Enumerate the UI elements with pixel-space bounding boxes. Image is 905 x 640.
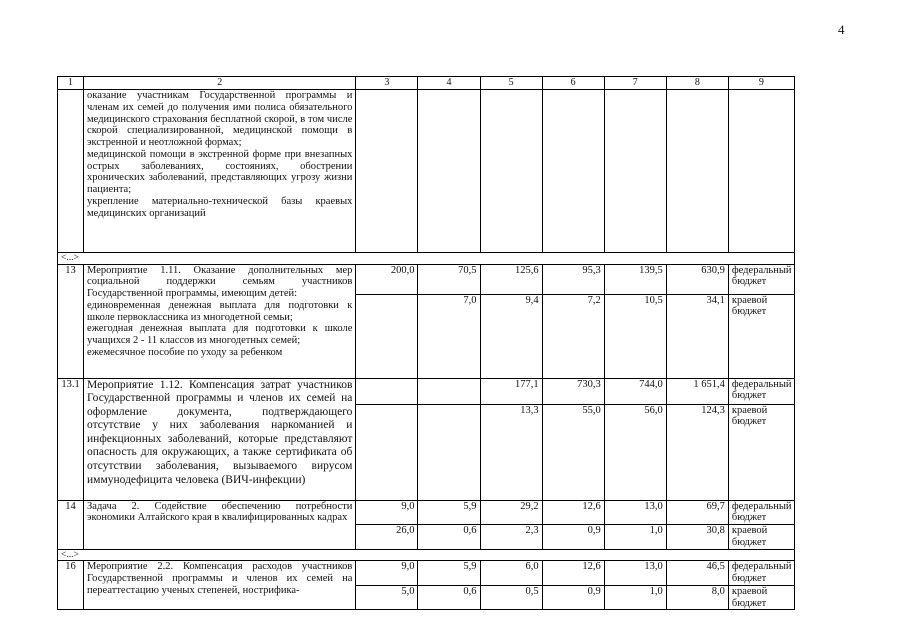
- value-cell: 8,0: [666, 585, 728, 610]
- value-cell: [418, 378, 480, 404]
- value-cell: 46,5: [666, 561, 728, 586]
- value-cell: [418, 404, 480, 500]
- ellipsis-mark: <...>: [58, 549, 795, 561]
- value-cell: 9,0: [356, 500, 418, 525]
- value-cell: 139,5: [604, 264, 666, 294]
- value-cell: 1 651,4: [666, 378, 728, 404]
- value-cell: 5,9: [418, 561, 480, 586]
- value-cell: 7,0: [418, 294, 480, 378]
- value-cell: 12,6: [542, 561, 604, 586]
- header-cell: 2: [84, 77, 356, 90]
- row-description: [84, 561, 356, 610]
- text-line: оказание участникам Государственной программы и членам их семей до получения ими полиса обязательного медицинского страхования бесплатной скорой, в том числе скорой специализированной, медицинской помощи в экстренной и неотложной формах;: [87, 90, 353, 148]
- value-cell: 13,0: [604, 561, 666, 586]
- funding-source: краевой бюджет: [728, 525, 794, 550]
- value-cell: 55,0: [542, 404, 604, 500]
- page-number: 4: [838, 22, 845, 37]
- value-cell: 12,6: [542, 500, 604, 525]
- value-cell: 9,0: [356, 561, 418, 586]
- table-row: [58, 561, 795, 586]
- funding-source: федеральный бюджет: [728, 264, 794, 294]
- header-cell: 6: [542, 77, 604, 90]
- row-number: 16: [58, 561, 84, 610]
- funding-source: краевой бюджет: [728, 585, 794, 610]
- value-cell: 7,2: [542, 294, 604, 378]
- value-cell: 0,6: [418, 525, 480, 550]
- value-cell: 730,3: [542, 378, 604, 404]
- value-cell: 30,8: [666, 525, 728, 550]
- value-cell: 56,0: [604, 404, 666, 500]
- ellipsis-row: [58, 549, 795, 561]
- funding-source: краевой бюджет: [728, 294, 794, 378]
- value-cell: 0,9: [542, 525, 604, 550]
- value-cell: 125,6: [480, 264, 542, 294]
- text-line: Мероприятие 2.2. Компенсация расходов участников Государственной программы и членов их семей на переаттестацию ученых степеней, нострифика-: [87, 561, 353, 596]
- funding-source: федеральный бюджет: [728, 378, 794, 404]
- value-cell: 5,9: [418, 500, 480, 525]
- value-cell: 2,3: [480, 525, 542, 550]
- value-cell: 29,2: [480, 500, 542, 525]
- value-cell: [356, 378, 418, 404]
- value-cell: 0,6: [418, 585, 480, 610]
- value-cell: 744,0: [604, 378, 666, 404]
- row-description: [84, 500, 356, 549]
- program-table: [57, 76, 795, 610]
- value-cell: 69,7: [666, 500, 728, 525]
- value-cell: 34,1: [666, 294, 728, 378]
- value-cell: 1,0: [604, 525, 666, 550]
- value-cell: 13,0: [604, 500, 666, 525]
- value-cell: [356, 294, 418, 378]
- value-cell: 200,0: [356, 264, 418, 294]
- text-line: укрепление материально-технической базы краевых медицинских организаций: [87, 195, 353, 219]
- value-cell: 630,9: [666, 264, 728, 294]
- value-cell: 0,5: [480, 585, 542, 610]
- row-description: [84, 378, 356, 500]
- header-cell: 9: [728, 77, 794, 90]
- text-line: Задача 2. Содействие обеспечению потребности экономики Алтайского края в квалифицированных кадрах: [87, 500, 353, 524]
- header-cell: 7: [604, 77, 666, 90]
- continuation-row: [58, 90, 795, 253]
- value-cell: [356, 404, 418, 500]
- ellipsis-row: [58, 253, 795, 265]
- header-cell: 1: [58, 77, 84, 90]
- value-cell: 6,0: [480, 561, 542, 586]
- value-cell: 1,0: [604, 585, 666, 610]
- funding-source: федеральный бюджет: [728, 500, 794, 525]
- value-cell: 9,4: [480, 294, 542, 378]
- value-cell: 10,5: [604, 294, 666, 378]
- header-cell: 8: [666, 77, 728, 90]
- row-description: [84, 264, 356, 378]
- value-cell: 177,1: [480, 378, 542, 404]
- header-cell: 5: [480, 77, 542, 90]
- funding-source: краевой бюджет: [728, 404, 794, 500]
- text-line: Мероприятие 1.12. Компенсация затрат участников Государственной программы и членов их семей на оформление документа, подтверждающего отсутствие у них заболевания наркоманией и инфекционных заболеваний, которые представляют опасность для окружающих, а также сертификата об отсутствии заболевания, вызываемого вирусом иммунодефицита человека (ВИЧ-инфекции): [87, 378, 353, 486]
- value-cell: 70,5: [418, 264, 480, 294]
- value-cell: 95,3: [542, 264, 604, 294]
- value-cell: 13,3: [480, 404, 542, 500]
- ellipsis-mark: <...>: [58, 253, 795, 265]
- text-line: ежегодная денежная выплата для подготовки к школе учащихся 2 - 11 классов из многодетных семей;: [87, 323, 353, 347]
- row-number: 13.1: [58, 378, 84, 500]
- value-cell: 26,0: [356, 525, 418, 550]
- row-number: 14: [58, 500, 84, 549]
- continuation-text: [84, 90, 356, 253]
- funding-source: федеральный бюджет: [728, 561, 794, 586]
- table-row: [58, 378, 795, 404]
- text-line: ежемесячное пособие по уходу за ребенком: [87, 346, 283, 358]
- value-cell: 0,9: [542, 585, 604, 610]
- row-number: 13: [58, 264, 84, 378]
- text-line: Мероприятие 1.11. Оказание дополнительных мер социальной поддержки семьям участников Государственной программы, имеющим детей:: [87, 264, 353, 300]
- value-cell: 124,3: [666, 404, 728, 500]
- header-cell: 3: [356, 77, 418, 90]
- table-row: [58, 264, 795, 294]
- text-line: единовременная денежная выплата для подготовки к школе первоклассника из многодетной семьи;: [87, 299, 353, 323]
- header-cell: 4: [418, 77, 480, 90]
- text-line: медицинской помощи в экстренной форме при внезапных острых заболеваниях, состояниях, обострении хронических заболеваний, представляющих угрозу жизни пациента;: [87, 148, 353, 195]
- value-cell: 5,0: [356, 585, 418, 610]
- table-row: [58, 500, 795, 525]
- header-row: [58, 77, 795, 90]
